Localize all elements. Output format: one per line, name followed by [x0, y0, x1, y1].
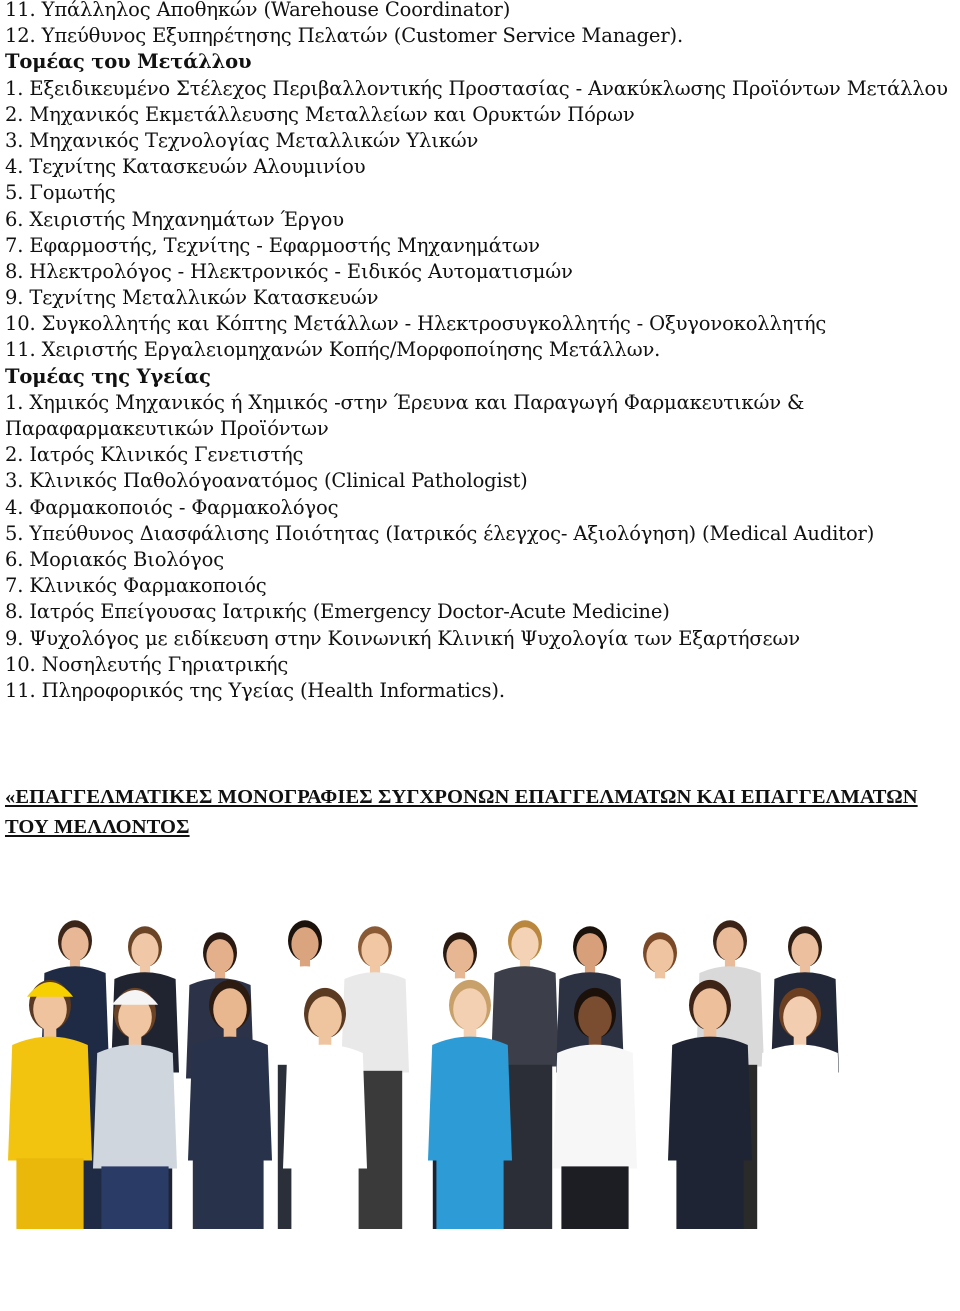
section-heading-metal: Τομέας του Μετάλλου — [5, 50, 252, 74]
list-item: 12. Υπεύθυνος Εξυπηρέτησης Πελατών (Customer Service Manager). — [5, 24, 683, 48]
professionals-group-photo — [5, 894, 960, 1229]
front-person-6-torso — [668, 1037, 752, 1161]
front-person-3-head — [308, 996, 342, 1038]
front-person-7-torso — [758, 1045, 842, 1169]
back-person-10-head — [791, 933, 818, 967]
list-item: 1. Χημικός Μηχανικός ή Χημικός -στην Έρευνα και Παραγωγή Φαρμακευτικών & — [5, 390, 805, 414]
front-person-6-legs — [676, 1158, 743, 1229]
back-person-4-head — [361, 933, 388, 967]
list-item: 8. Ιατρός Επείγουσας Ιατρικής (Emergency Doctor-Acute Medicine) — [5, 600, 670, 624]
back-person-9-head — [716, 927, 743, 961]
list-item: 7. Εφαρμοστής, Τεχνίτης - Εφαρμοστής Μηχανημάτων — [5, 233, 540, 257]
section-heading-health: Τομέας της Υγείας — [5, 364, 211, 388]
monographs-banner: «ΕΠΑΓΓΕΛΜΑΤΙΚΕΣ ΜΟΝΟΓΡΑΦΙΕΣ ΣΥΓΧΡΟΝΩΝ ΕΠΑΓΓΕΛΜΑΤΩΝ ΚΑΙ ΕΠΑΓΓΕΛΜΑΤΩΝ ΤΟΥ ΜΕΛΛΟΝΤΟΣ — [5, 786, 918, 839]
list-item: 2. Ιατρός Κλινικός Γενετιστής — [5, 443, 304, 467]
front-person-4-head — [453, 988, 487, 1030]
front-person-5-head — [578, 996, 612, 1038]
list-item: 7. Κλινικός Φαρμακοποιός — [5, 574, 267, 598]
front-person-6-head — [693, 988, 727, 1030]
list-item: 3. Κλινικός Παθολόγοανατόμος (Clinical Pathologist) — [5, 469, 528, 493]
back-person-2-head — [206, 939, 233, 973]
front-person-2-torso — [188, 1037, 272, 1161]
list-item-continuation: Παραφαρμακευτικών Προϊόντων — [5, 417, 329, 440]
list-item: 5. Γομωτής — [5, 181, 116, 205]
list-item: 11. Υπάλληλος Αποθηκών (Warehouse Coordinator) — [5, 0, 511, 21]
list-item: 10. Νοσηλευτής Γηριατρικής — [5, 652, 289, 676]
back-person-6-head — [511, 927, 538, 961]
list-item: 9. Τεχνίτης Μεταλλικών Κατασκευών — [5, 286, 379, 310]
back-person-1-head — [131, 933, 158, 967]
list-item: 9. Ψυχολόγος με ειδίκευση στην Κοινωνική Κλινική Ψυχολογία των Εξαρτήσεων — [5, 626, 800, 650]
front-person-7-legs — [766, 1166, 833, 1229]
list-item: 2. Μηχανικός Εκμετάλλευσης Μεταλλείων και Ορυκτών Πόρων — [5, 102, 635, 126]
front-person-0-legs — [16, 1158, 83, 1229]
list-item: 5. Υπεύθυνος Διασφάλισης Ποιότητας (Ιατρικός έλεγχος- Αξιολόγηση) (Medical Auditor) — [5, 521, 875, 545]
list-item: 11. Πληροφορικός της Υγείας (Health Informatics). — [5, 678, 505, 702]
front-person-5-torso — [553, 1045, 637, 1169]
list-item: 6. Χειριστής Μηχανημάτων Έργου — [5, 207, 344, 231]
front-person-3-torso — [283, 1045, 367, 1169]
list-item: 4. Φαρμακοποιός - Φαρμακολόγος — [5, 495, 339, 519]
front-person-3-legs — [291, 1166, 358, 1229]
front-person-4-torso — [428, 1037, 512, 1161]
front-person-0-torso — [8, 1037, 92, 1161]
front-person-2-head — [213, 988, 247, 1030]
front-person-7-head — [783, 996, 817, 1038]
front-person-4-legs — [436, 1158, 503, 1229]
back-person-7-head — [576, 933, 603, 967]
front-person-1-torso — [93, 1045, 177, 1169]
list-item: 8. Ηλεκτρολόγος - Ηλεκτρονικός - Ειδικός Αυτοματισμών — [5, 259, 573, 283]
front-person-2-legs — [196, 1158, 263, 1229]
list-item: 11. Χειριστής Εργαλειομηχανών Κοπής/Μορφοποίησης Μετάλλων. — [5, 338, 661, 362]
front-person-1-legs — [101, 1166, 168, 1229]
list-item: 6. Μοριακός Βιολόγος — [5, 547, 224, 571]
list-item: 3. Μηχανικός Τεχνολογίας Μεταλλικών Υλικών — [5, 128, 479, 152]
front-person-5-legs — [561, 1166, 628, 1229]
back-person-8-head — [646, 939, 673, 973]
document-page — [5, 0, 955, 1229]
back-person-5-head — [446, 939, 473, 973]
back-person-3-head — [291, 927, 318, 961]
back-person-0-head — [61, 927, 88, 961]
list-item: 1. Εξειδικευμένο Στέλεχος Περιβαλλοντικής Προστασίας - Ανακύκλωσης Προϊόντων Μετάλλου — [5, 76, 948, 100]
list-item: 4. Τεχνίτης Κατασκευών Αλουμινίου — [5, 155, 366, 179]
list-item: 10. Συγκολλητής και Κόπτης Μετάλλων - Ηλεκτροσυγκολλητής - Οξυγονοκολλητής — [5, 312, 827, 336]
group-illustration — [5, 894, 960, 1229]
